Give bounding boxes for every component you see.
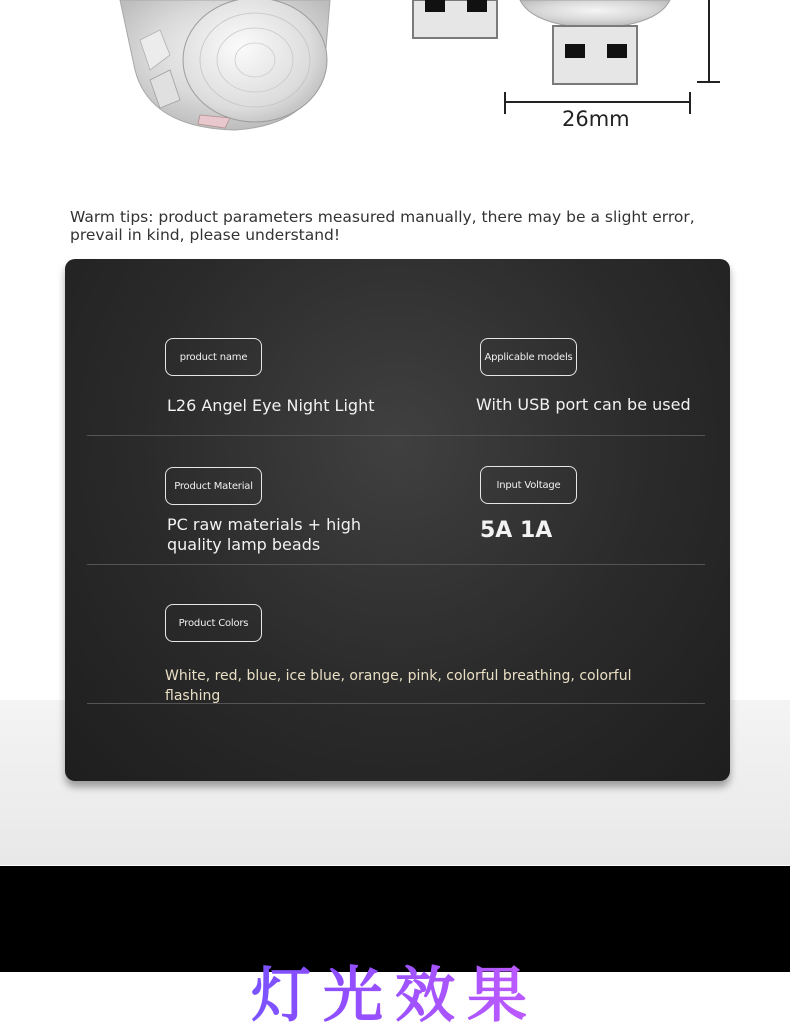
crystal-lamp-left <box>120 0 330 130</box>
input-voltage-label: Input Voltage <box>480 466 577 504</box>
parameter-card <box>65 259 730 781</box>
usb-plug-left <box>413 0 497 38</box>
width-dimension-label: 26mm <box>562 107 630 131</box>
product-name-label: product name <box>165 338 262 376</box>
crystal-lamp-right <box>520 0 670 84</box>
product-colors-label: Product Colors <box>165 604 262 642</box>
product-material-value: PC raw materials + high quality lamp beads <box>167 515 362 554</box>
banner-heading: 灯光效果 <box>0 948 790 1034</box>
product-illustration <box>0 0 790 160</box>
applicable-models-label: Applicable models <box>480 338 577 376</box>
row-divider <box>87 435 705 436</box>
input-voltage-value: 5A 1A <box>480 518 553 543</box>
row-divider <box>87 703 705 704</box>
applicable-models-value: With USB port can be used <box>476 395 691 414</box>
product-name-value: L26 Angel Eye Night Light <box>167 396 375 415</box>
product-colors-value: White, red, blue, ice blue, orange, pink, colorful breathing, colorful flashing <box>165 668 632 704</box>
bottom-banner <box>0 866 790 1031</box>
warm-tips-text: Warm tips: product parameters measured manually, there may be a slight error, prevail in kind, please understand! <box>70 208 695 244</box>
row-divider <box>87 564 705 565</box>
product-photo <box>0 0 790 160</box>
product-material-label: Product Material <box>165 467 262 505</box>
